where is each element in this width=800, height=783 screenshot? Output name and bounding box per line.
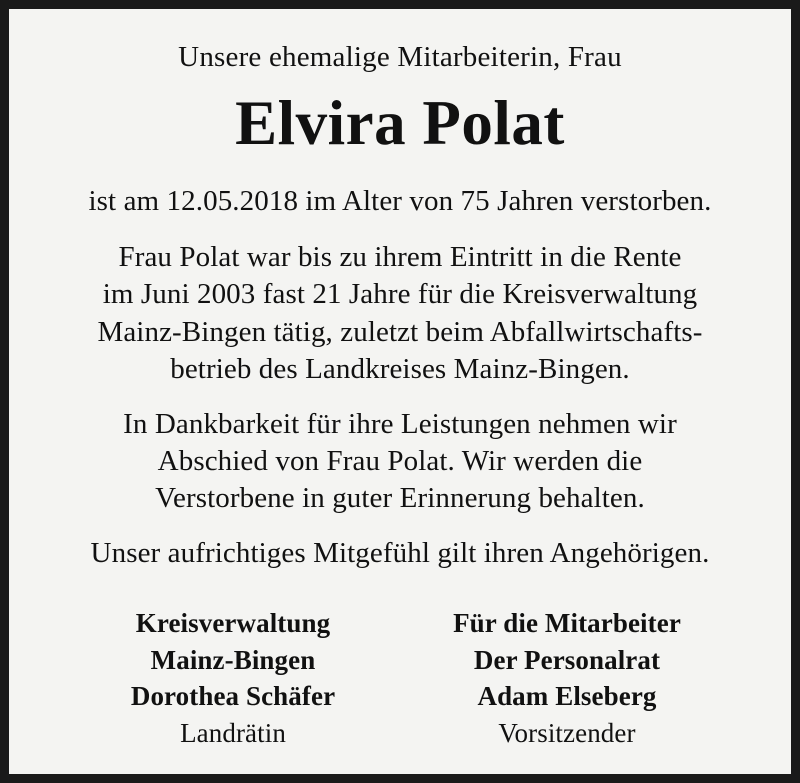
biography-line: Frau Polat war bis zu ihrem Eintritt in die Rente [118, 241, 682, 274]
signature-organization [98, 605, 368, 751]
signature-line: Kreisverwaltung [135, 608, 331, 639]
signature-line: Für die Mitarbeiter [453, 608, 681, 639]
tribute-line: Verstorbene in guter Erinnerung behalten. [155, 481, 645, 514]
intro-text: Unsere ehemalige Mitarbeiterin, Frau [178, 41, 622, 73]
death-date-line: ist am 12.05.2018 im Alter von 75 Jahren verstorben. [88, 185, 712, 218]
biography-line: Mainz-Bingen tätig, zuletzt beim Abfallwirtschafts- [97, 315, 703, 348]
signature-line: Dorothea Schäfer [130, 681, 336, 712]
tribute-line: In Dankbarkeit für ihre Leistungen nehmen wir [123, 407, 677, 440]
biography-paragraph [97, 239, 702, 387]
signature-line: Mainz-Bingen [150, 644, 316, 675]
signature-line: Der Personalrat [473, 644, 661, 675]
biography-line: im Juni 2003 fast 21 Jahre für die Kreisverwaltung [102, 278, 698, 311]
signature-line: Adam Elseberg [477, 681, 657, 712]
biography-line: betrieb des Landkreises Mainz-Bingen. [170, 352, 630, 385]
tribute-line: Abschied von Frau Polat. Wir werden die [157, 444, 643, 477]
signature-staff-council [432, 605, 702, 751]
signature-block [39, 605, 761, 751]
signature-role: Vorsitzender [498, 717, 636, 748]
deceased-name: Elvira Polat [235, 88, 565, 159]
tribute-paragraph [123, 406, 677, 517]
signature-role: Landrätin [180, 717, 286, 748]
condolence-line: Unser aufrichtiges Mitgefühl gilt ihren Angehörigen. [90, 537, 710, 570]
